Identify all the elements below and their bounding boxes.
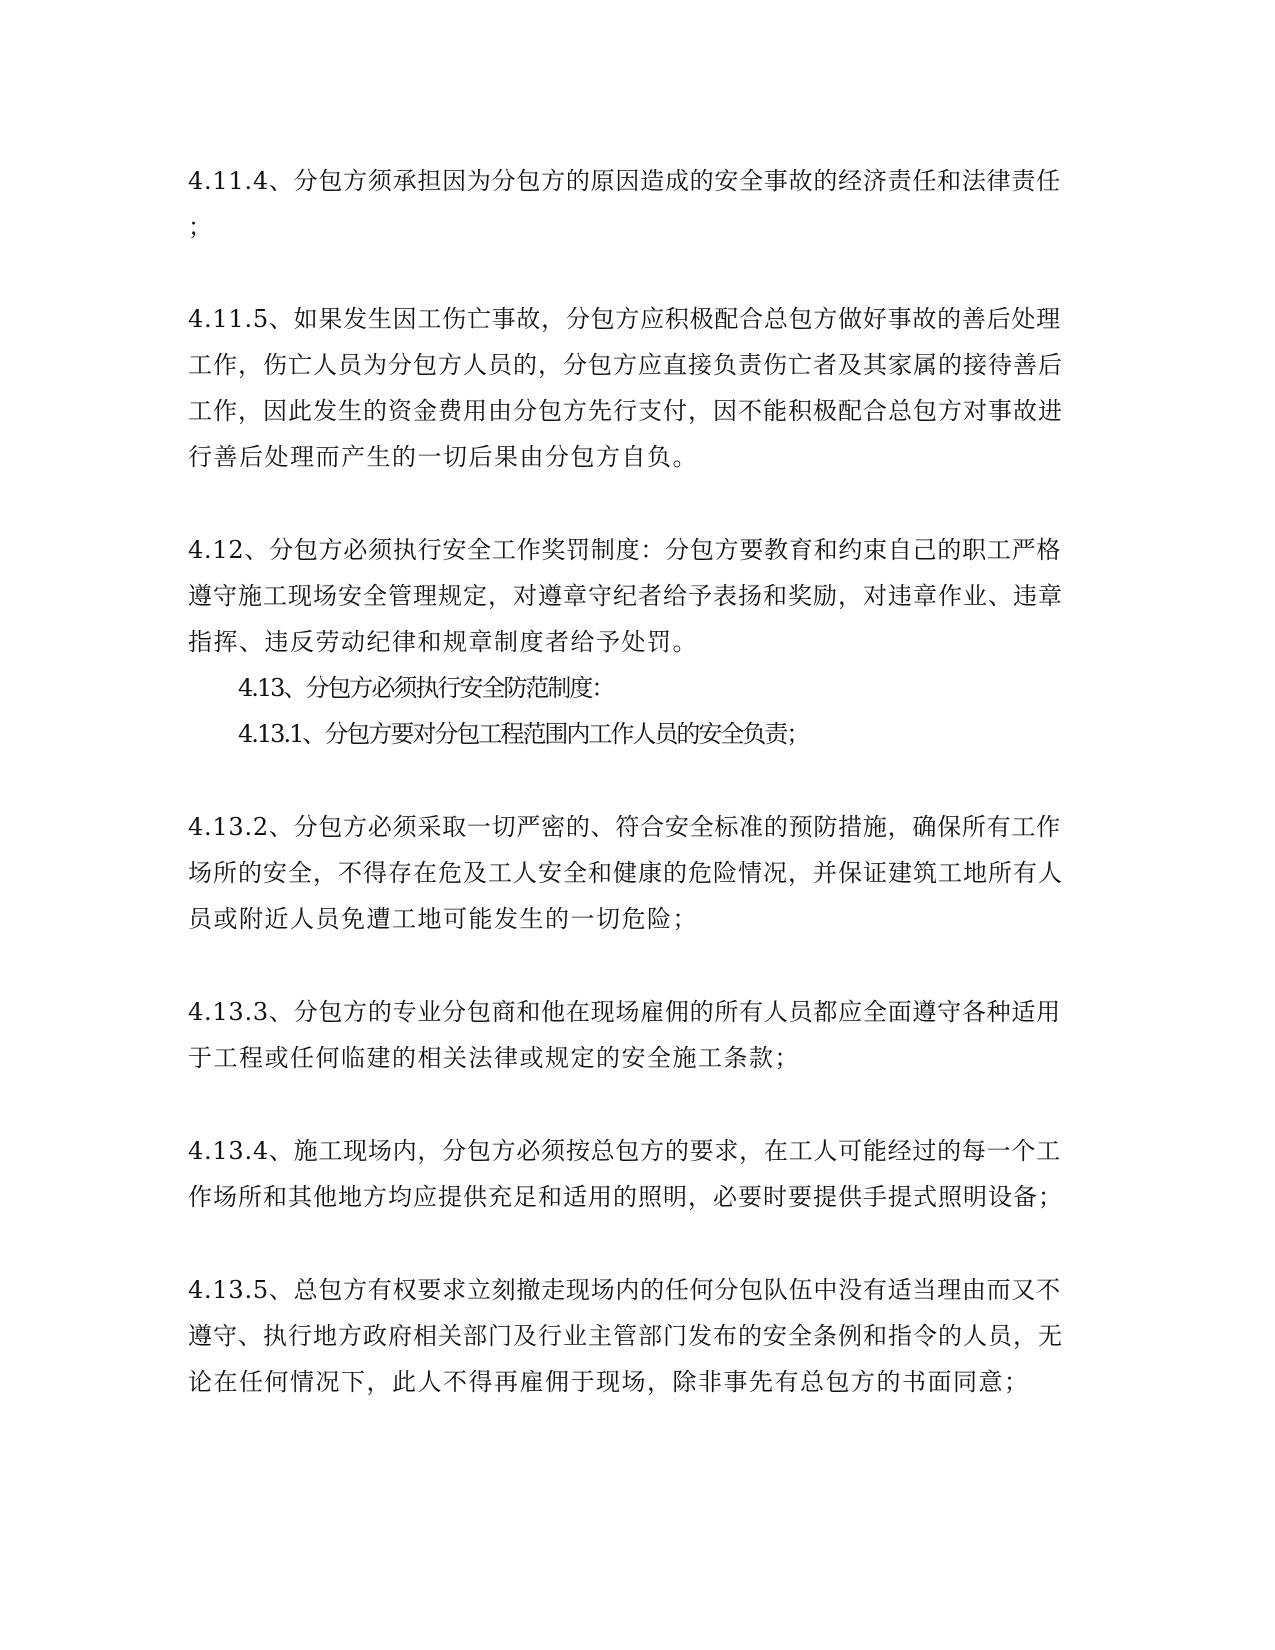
text-line-4-11-4-cont: ； — [188, 213, 214, 241]
text-line-4-12-cont2: 指挥、违反劳动纪律和规章制度者给予处罚。 — [188, 628, 698, 656]
text-line-4-11-4: 4.11.4、分包方须承担因为分包方的原因造成的安全事故的经济责任和法律责任 — [188, 167, 1061, 195]
text-line-4-13-5: 4.13.5、总包方有权要求立刻撤走现场内的任何分包队伍中没有适当理由而又不 — [188, 1276, 1061, 1304]
text-line-4-11-5: 4.11.5、如果发生因工伤亡事故，分包方应积极配合总包方做好事故的善后处理 — [188, 305, 1061, 333]
text-line-4-13-2-cont1: 场所的安全，不得存在危及工人安全和健康的危险情况，并保证建筑工地所有人 — [188, 859, 1063, 887]
text-line-4-13-1: 4.13.1、分包方要对分包工程范围内工作人员的安全负责； — [238, 720, 809, 748]
text-line-4-12-cont1: 遵守施工现场安全管理规定，对遵章守纪者给予表扬和奖励，对违章作业、违章 — [188, 582, 1063, 610]
text-line-4-11-5-cont3: 行善后处理而产生的一切后果由分包方自负。 — [188, 443, 698, 471]
text-line-4-13-5-cont1: 遵守、执行地方政府相关部门及行业主管部门发布的安全条例和指令的人员，无 — [188, 1322, 1063, 1350]
text-line-4-13-3-cont: 于工程或任何临建的相关法律或规定的安全施工条款； — [188, 1044, 800, 1072]
text-line-4-13-2-cont2: 员或附近人员免遭工地可能发生的一切危险； — [188, 905, 698, 933]
text-line-4-13-2: 4.13.2、分包方必须采取一切严密的、符合安全标准的预防措施，确保所有工作 — [188, 813, 1061, 841]
text-line-4-11-5-cont1: 工作，伤亡人员为分包方人员的，分包方应直接负责伤亡者及其家属的接待善后 — [188, 351, 1063, 379]
text-line-4-13: 4.13、分包方必须执行安全防范制度： — [238, 674, 614, 702]
text-line-4-12: 4.12、分包方必须执行安全工作奖罚制度：分包方要教育和约束自己的职工严格 — [188, 536, 1062, 564]
text-line-4-13-4-cont: 作场所和其他地方均应提供充足和适用的照明，必要时要提供手提式照明设备； — [188, 1183, 1063, 1211]
text-line-4-13-3: 4.13.3、分包方的专业分包商和他在现场雇佣的所有人员都应全面遵守各种适用 — [188, 998, 1061, 1026]
text-line-4-13-5-cont2: 论在任何情况下，此人不得再雇佣于现场，除非事先有总包方的书面同意； — [188, 1368, 1030, 1396]
text-line-4-13-4: 4.13.4、施工现场内，分包方必须按总包方的要求，在工人可能经过的每一个工 — [188, 1137, 1061, 1165]
text-line-4-11-5-cont2: 工作，因此发生的资金费用由分包方先行支付，因不能积极配合总包方对事故进 — [188, 397, 1063, 425]
